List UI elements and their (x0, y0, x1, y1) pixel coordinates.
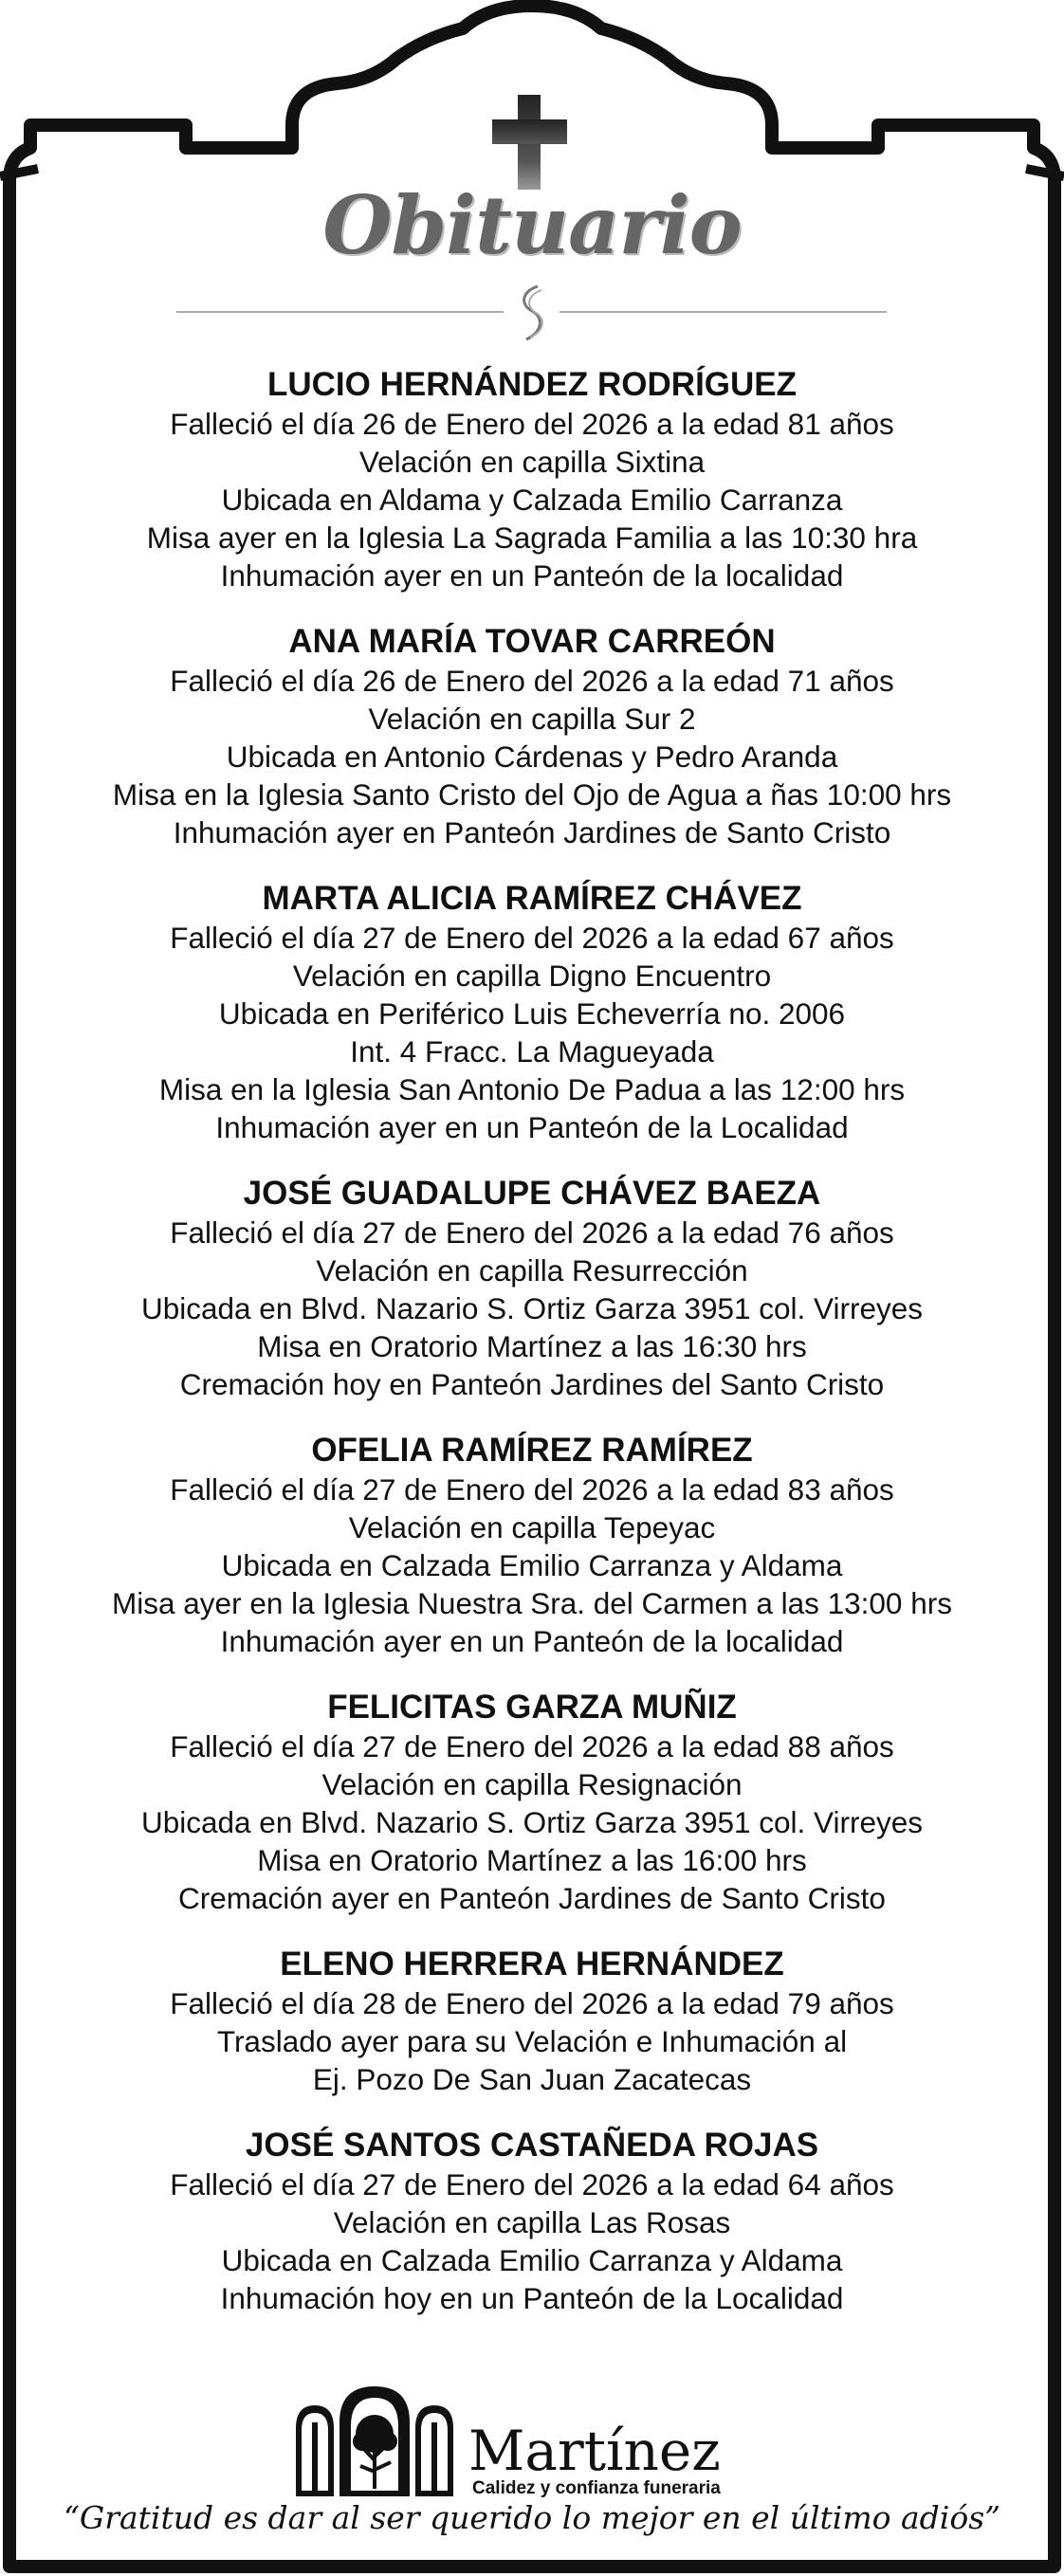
obituary-detail-line: Ubicada en Antonio Cárdenas y Pedro Aranda (226, 740, 838, 774)
obituary-entry (38, 1688, 1026, 1917)
ornament-icon (513, 283, 551, 343)
obituary-entry (38, 622, 1026, 851)
obituary-detail-line: Misa ayer en la Iglesia Nuestra Sra. del Carmen a las 13:00 hrs (112, 1586, 952, 1620)
obituary-entry (38, 1174, 1026, 1403)
deceased-name: LUCIO HERNÁNDEZ RODRÍGUEZ (266, 366, 798, 403)
obituary-detail-line: Misa en Oratorio Martínez a las 16:30 hrs (257, 1329, 807, 1363)
obituary-detail-line: Falleció el día 27 de Enero del 2026 a la edad 88 años (170, 1729, 894, 1763)
obituary-detail-line: Ubicada en Aldama y Calzada Emilio Carranza (221, 483, 843, 517)
obituary-entry (38, 2126, 1026, 2317)
obituary-detail-line: Misa ayer en la Iglesia La Sagrada Familia a las 10:30 hra (146, 521, 918, 555)
obituary-detail-line: Ubicada en Calzada Emilio Carranza y Aldama (221, 2243, 843, 2277)
obituary-entry (38, 365, 1026, 594)
obituary-detail-line: Inhumación ayer en un Panteón de la localidad (220, 558, 844, 593)
obituary-entry (38, 1431, 1026, 1660)
obituary-detail-line: Velación en capilla Sur 2 (368, 702, 696, 736)
obituary-detail-line: Cremación ayer en Panteón Jardines de Santo Cristo (178, 1881, 886, 1915)
obituary-detail-line: Falleció el día 26 de Enero del 2026 a la edad 71 años (170, 664, 894, 698)
obituary-detail-line: Ej. Pozo De San Juan Zacatecas (312, 2062, 752, 2096)
obituary-detail-line: Falleció el día 27 de Enero del 2026 a la edad 64 años (170, 2167, 894, 2201)
obituary-detail-line: Velación en capilla Resurrección (316, 1253, 748, 1288)
brand-tagline: Calidez y confianza funeraria (472, 2478, 721, 2498)
obituary-detail-line: Ubicada en Periférico Luis Echeverría no. 2006 (218, 996, 846, 1031)
funeral-home-logo (294, 2384, 768, 2498)
obituary-detail-line: Velación en capilla Las Rosas (333, 2205, 731, 2239)
deceased-name: JOSÉ GUADALUPE CHÁVEZ BAEZA (243, 1175, 821, 1212)
deceased-name: MARTA ALICIA RAMÍREZ CHÁVEZ (262, 880, 802, 917)
obituary-detail-line: Velación en capilla Resignación (321, 1767, 743, 1801)
obituary-detail-line: Misa en Oratorio Martínez a las 16:00 hrs (257, 1843, 807, 1877)
obituary-detail-line: Inhumación hoy en un Panteón de la Localidad (220, 2281, 844, 2315)
deceased-name: OFELIA RAMÍREZ RAMÍREZ (311, 1432, 753, 1469)
obituary-entry (38, 1945, 1026, 2098)
obituary-detail-line: Velación en capilla Digno Encuentro (292, 959, 772, 993)
divider-right (560, 311, 887, 313)
obituary-detail-line: Ubicada en Blvd. Nazario S. Ortiz Garza 3951 col. Virreyes (140, 1291, 924, 1325)
cross-icon (492, 95, 567, 190)
chapel-arches-icon (294, 2384, 455, 2498)
obituary-entry (38, 879, 1026, 1146)
obituary-detail-line: Ubicada en Blvd. Nazario S. Ortiz Garza 3951 col. Virreyes (140, 1805, 924, 1839)
obituary-detail-line: Inhumación ayer en Panteón Jardines de Santo Cristo (173, 815, 891, 850)
divider-left (176, 311, 504, 313)
obituary-detail-line: Inhumación ayer en un Panteón de la localidad (220, 1624, 844, 1658)
obituary-detail-line: Int. 4 Fracc. La Magueyada (350, 1034, 714, 1069)
obituary-detail-line: Ubicada en Calzada Emilio Carranza y Aldama (221, 1548, 843, 1582)
obituary-detail-line: Falleció el día 26 de Enero del 2026 a la edad 81 años (170, 407, 894, 441)
obituary-detail-line: Misa en la Iglesia San Antonio De Padua a las 12:00 hrs (158, 1072, 906, 1106)
obituary-detail-line: Velación en capilla Sixtina (358, 445, 706, 479)
deceased-name: FELICITAS GARZA MUÑIZ (327, 1689, 737, 1726)
obituary-detail-line: Falleció el día 27 de Enero del 2026 a la edad 67 años (170, 921, 894, 955)
deceased-name: ANA MARÍA TOVAR CARREÓN (288, 623, 776, 660)
obituary-detail-line: Velación en capilla Tepeyac (348, 1510, 716, 1544)
obituary-detail-line: Inhumación ayer en un Panteón de la Localidad (215, 1110, 849, 1144)
obituary-detail-line: Falleció el día 27 de Enero del 2026 a la edad 76 años (170, 1215, 894, 1250)
obituary-detail-line: Misa en la Iglesia Santo Cristo del Ojo de Agua a ñas 10:00 hrs (112, 777, 952, 812)
obituary-detail-line: Cremación hoy en Panteón Jardines del Santo Cristo (179, 1367, 885, 1401)
obituary-list (38, 365, 1026, 2345)
deceased-name: JOSÉ SANTOS CASTAÑEDA ROJAS (245, 2127, 819, 2164)
footer-motto: “Gratitud es dar al ser querido lo mejor en el último adiós” (63, 2499, 1001, 2536)
brand-name: Martínez (468, 2419, 721, 2483)
obituary-detail-line: Traslado ayer para su Velación e Inhumación al (216, 2024, 848, 2058)
obituary-detail-line: Falleció el día 28 de Enero del 2026 a la edad 79 años (170, 1986, 894, 2020)
obituary-detail-line: Falleció el día 27 de Enero del 2026 a la edad 83 años (170, 1472, 894, 1507)
page-title: Obituario (322, 178, 742, 272)
deceased-name: ELENO HERRERA HERNÁNDEZ (280, 1946, 784, 1982)
